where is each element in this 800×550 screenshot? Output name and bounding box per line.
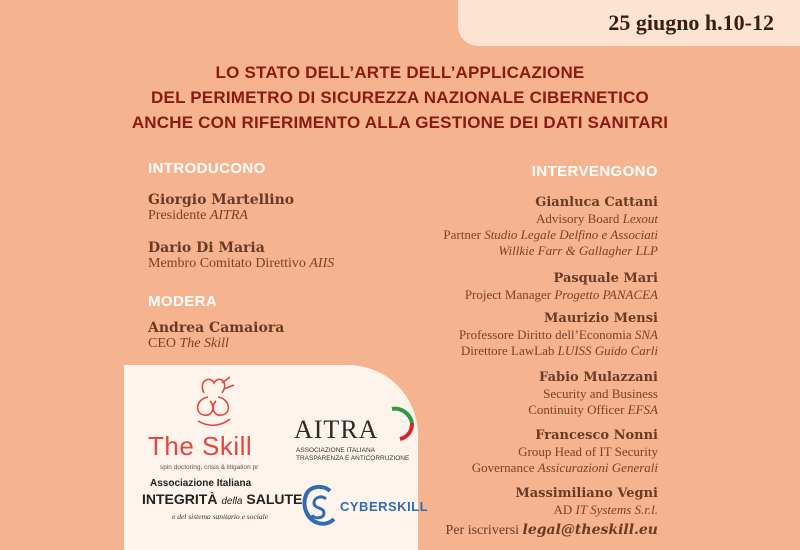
title-line-2: DEL PERIMETRO DI SICUREZZA NAZIONALE CIBERNETICO xyxy=(151,88,649,107)
date-banner xyxy=(458,0,800,46)
speaker-role: CEO The Skill xyxy=(148,336,229,351)
cyberskill-wordmark: CYBERSKILL xyxy=(340,499,429,514)
speaker-role: Partner Studio Legale Delfino e Associati xyxy=(443,227,658,242)
speaker-role: Presidente AITRA xyxy=(148,208,248,223)
speaker-mari xyxy=(465,270,658,303)
speaker-role: Governance Assicurazioni Generali xyxy=(471,460,658,475)
title-line-3: ANCHE CON RIFERIMENTO ALLA GESTIONE DEI DATI SANITARI xyxy=(131,113,669,132)
speaker-role: Willkie Farr & Gallagher LLP xyxy=(498,243,658,258)
speaker-role: Direttore LawLab LUISS Guido Carli xyxy=(460,343,658,358)
event-date: 25 giugno h.10-12 xyxy=(608,10,774,35)
event-title xyxy=(0,60,800,135)
aitra-logo xyxy=(294,409,418,469)
the-skill-wordmark: The Skill xyxy=(148,431,253,461)
speaker-vegni xyxy=(515,485,658,518)
speaker-role: Project Manager Progetto PANACEA xyxy=(464,287,658,302)
speaker-name: Gianluca Cattani xyxy=(535,195,658,210)
the-skill-tagline: spin doctoring, crisis & litigation pr xyxy=(160,464,259,471)
speaker-role: Membro Comitato Direttivo AIIS xyxy=(148,256,335,271)
introducono-label: INTRODUCONO xyxy=(148,160,266,177)
aitra-subtitle-2: TRASPARENZA E ANTICORRUZIONE xyxy=(296,455,410,462)
speaker-cattani xyxy=(443,194,658,259)
speaker-role: Continuity Officer EFSA xyxy=(528,402,658,417)
speaker-role: Advisory Board Lexout xyxy=(535,211,658,226)
modera-label: MODERA xyxy=(148,293,218,310)
registration-email-link[interactable]: legal@theskill.eu xyxy=(522,522,658,538)
aitra-wordmark: AITRA xyxy=(294,415,379,444)
speaker-role: Professore Diritto dell’Economia SNA xyxy=(459,327,658,342)
the-skill-emblem-icon xyxy=(138,371,288,433)
speaker-role: AD IT Systems S.r.l. xyxy=(553,502,658,517)
speaker-mulazzani xyxy=(528,369,658,418)
the-skill-logo xyxy=(138,371,288,481)
speaker-di-maria xyxy=(148,240,334,272)
aiis-logo xyxy=(142,478,312,538)
aiis-line-2: INTEGRITÀ della SALUTE xyxy=(142,491,303,507)
aiis-line-3: e del sistema sanitario e sociale xyxy=(172,512,269,521)
aiis-line-1: Associazione Italiana xyxy=(150,478,252,489)
speaker-name: Francesco Nonni xyxy=(535,428,658,443)
speaker-name: Dario Di Maria xyxy=(148,240,265,256)
speaker-name: Massimiliano Vegni xyxy=(515,486,658,501)
speaker-role: Security and Business xyxy=(543,386,658,401)
speaker-name: Pasquale Mari xyxy=(553,271,658,286)
speaker-name: Maurizio Mensi xyxy=(544,311,658,326)
speaker-camaiora xyxy=(148,320,284,352)
speaker-mensi xyxy=(459,310,658,359)
aitra-subtitle-1: ASSOCIAZIONE ITALIANA xyxy=(296,447,375,454)
registration-line: Per iscriversi legal@theskill.eu xyxy=(445,522,658,538)
logo-panel xyxy=(124,365,429,550)
cyberskill-emblem-icon xyxy=(300,483,340,527)
speaker-name: Fabio Mulazzani xyxy=(539,370,658,385)
speaker-nonni xyxy=(472,427,658,476)
title-line-1: LO STATO DELL’ARTE DELL’APPLICAZIONE xyxy=(215,63,585,82)
italian-flag-icon xyxy=(386,405,416,441)
intervengono-label: INTERVENGONO xyxy=(531,163,658,180)
speaker-role: Group Head of IT Security xyxy=(518,444,658,459)
cyberskill-logo xyxy=(300,483,429,531)
speaker-name: Andrea Camaiora xyxy=(148,320,285,336)
speaker-name: Giorgio Martellino xyxy=(148,192,295,208)
speaker-martellino xyxy=(148,192,294,224)
